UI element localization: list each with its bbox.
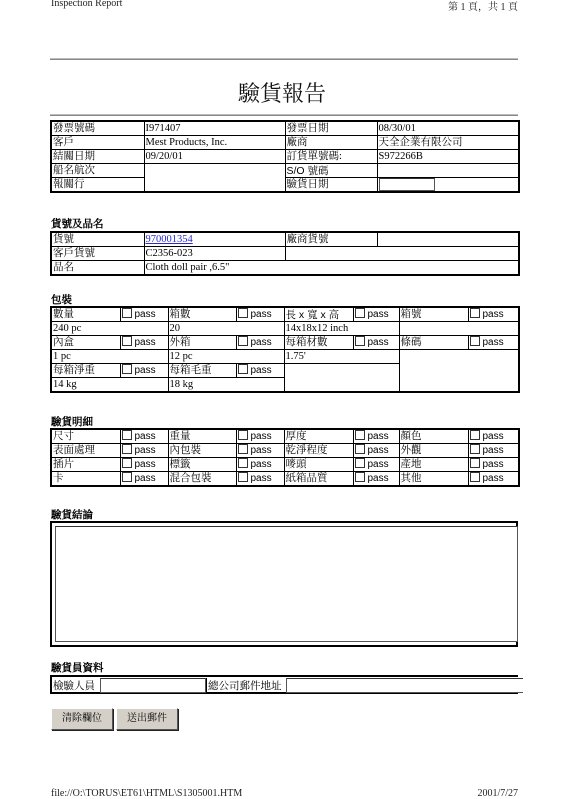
inner-pass-checkbox[interactable] — [122, 336, 132, 346]
net-weight-label: 每箱淨重 — [51, 364, 120, 378]
outer-value: 12 pc — [168, 350, 284, 364]
item-table — [50, 231, 520, 276]
pass-label: pass — [134, 473, 156, 484]
empty-cell — [399, 350, 519, 393]
detail-label: 厚度 — [284, 429, 353, 444]
dims-label: 長 x 寬 x 高 — [284, 307, 353, 322]
detail-pass-checkbox[interactable] — [470, 444, 480, 454]
send-mail-button[interactable]: 送出郵件 — [116, 708, 178, 730]
conclusion-textarea[interactable] — [55, 526, 518, 642]
inspector-row — [50, 675, 518, 694]
pass-label: pass — [482, 337, 504, 348]
clear-fields-button[interactable]: 清除欄位 — [51, 708, 113, 730]
item-no-link[interactable]: 970001354 — [145, 233, 193, 245]
section-title-conclusion: 驗貨結論 — [51, 509, 93, 521]
divider — [50, 114, 518, 116]
inspect-date-cell — [377, 178, 519, 193]
carton-count-label: 箱數 — [168, 307, 236, 322]
item-no-label: 貨號 — [51, 232, 144, 247]
detail-pass-checkbox[interactable] — [355, 472, 365, 482]
factory-label: 廠商 — [285, 136, 377, 150]
net-weight-pass-checkbox[interactable] — [122, 364, 132, 374]
empty-cell — [285, 247, 519, 261]
outer-label: 外箱 — [168, 336, 236, 350]
cuft-pass-checkbox[interactable] — [355, 336, 365, 346]
empty-cell — [284, 364, 399, 393]
section-title-packing: 包裝 — [51, 294, 72, 306]
pass-label: pass — [482, 445, 504, 456]
detail-label: 嘜頭 — [284, 458, 353, 472]
customer-value: Mest Products, Inc. — [144, 136, 285, 150]
detail-label: 內包裝 — [168, 444, 236, 458]
invoice-no-label: 發票號碼 — [51, 121, 144, 136]
hq-email-input[interactable] — [286, 678, 523, 693]
inner-value: 1 pc — [51, 350, 168, 364]
vessel-value — [144, 164, 285, 193]
detail-pass-checkbox[interactable] — [355, 430, 365, 440]
detail-label: 乾淨程度 — [284, 444, 353, 458]
page-footer-left: file://O:\TORUS\ET61\HTML\S1305001.HTM — [51, 788, 243, 799]
section-title-item: 貨號及品名 — [51, 218, 104, 230]
invoice-date-label: 發票日期 — [285, 121, 377, 136]
detail-pass-checkbox[interactable] — [470, 458, 480, 468]
pass-label: pass — [134, 459, 156, 470]
customer-label: 客戶 — [51, 136, 144, 150]
pass-label: pass — [367, 309, 389, 320]
dims-value: 14x18x12 inch — [284, 322, 399, 336]
so-label: S/O 號碼 — [285, 164, 377, 178]
invoice-date-value: 08/30/01 — [377, 121, 519, 136]
detail-pass-checkbox[interactable] — [470, 472, 480, 482]
section-title-details: 驗貨明細 — [51, 416, 93, 428]
pass-label: pass — [134, 337, 156, 348]
pass-label: pass — [250, 309, 272, 320]
dims-pass-checkbox[interactable] — [355, 308, 365, 318]
detail-label: 表面處理 — [51, 444, 120, 458]
detail-label: 紙箱品質 — [284, 472, 353, 487]
gross-weight-label: 每箱毛重 — [168, 364, 236, 378]
invoice-no-value: I971407 — [144, 121, 285, 136]
detail-pass-checkbox[interactable] — [355, 444, 365, 454]
item-name-value: Cloth doll pair ,6.5" — [144, 261, 519, 276]
detail-label: 外觀 — [399, 444, 468, 458]
detail-label: 重量 — [168, 429, 236, 444]
pass-label: pass — [482, 309, 504, 320]
page-footer-right: 2001/7/27 — [477, 788, 518, 799]
customer-item-label: 客戶貨號 — [51, 247, 144, 261]
detail-pass-checkbox[interactable] — [238, 430, 248, 440]
pass-label: pass — [250, 365, 272, 376]
detail-pass-checkbox[interactable] — [238, 472, 248, 482]
pass-label: pass — [250, 337, 272, 348]
carton-mark-pass-checkbox[interactable] — [470, 308, 480, 318]
factory-item-label: 廠商貨號 — [285, 232, 377, 247]
pass-label: pass — [250, 431, 272, 442]
detail-label: 其他 — [399, 472, 468, 487]
pass-label: pass — [367, 459, 389, 470]
detail-label: 顏色 — [399, 429, 468, 444]
detail-label: 標籤 — [168, 458, 236, 472]
detail-pass-checkbox[interactable] — [470, 430, 480, 440]
pass-label: pass — [482, 459, 504, 470]
vessel-label: 船名航次 — [51, 164, 144, 178]
qty-label: 數量 — [51, 307, 120, 322]
detail-label: 產地 — [399, 458, 468, 472]
details-table — [50, 428, 520, 487]
pass-label: pass — [482, 473, 504, 484]
cuft-label: 每箱材數 — [284, 336, 353, 350]
pass-label: pass — [367, 337, 389, 348]
gross-weight-pass-checkbox[interactable] — [238, 364, 248, 374]
detail-pass-checkbox[interactable] — [122, 444, 132, 454]
factory-value: 天全企業有限公司 — [377, 136, 519, 150]
qty-pass-checkbox[interactable] — [122, 308, 132, 318]
page-header-left: Inspection Report — [51, 0, 123, 9]
inspector-name-label: 檢驗人員 — [53, 681, 95, 692]
customer-item-value: C2356-023 — [144, 247, 285, 261]
item-name-label: 品名 — [51, 261, 144, 276]
pass-label: pass — [134, 309, 156, 320]
cuft-value: 1.75' — [284, 350, 399, 364]
po-label: 訂貨單號碼: — [285, 150, 377, 164]
detail-pass-checkbox[interactable] — [122, 430, 132, 440]
pass-label: pass — [367, 431, 389, 442]
section-title-inspector: 驗貨員資料 — [51, 662, 104, 674]
broker-label: 報關行 — [51, 178, 144, 193]
pass-label: pass — [367, 473, 389, 484]
inspect-date-label: 驗貨日期 — [285, 178, 377, 193]
pass-label: pass — [134, 431, 156, 442]
pass-label: pass — [134, 365, 156, 376]
carton-count-pass-checkbox[interactable] — [238, 308, 248, 318]
detail-pass-checkbox[interactable] — [238, 444, 248, 454]
customs-date-label: 結關日期 — [51, 150, 144, 164]
net-weight-value: 14 kg — [51, 378, 168, 393]
hq-email-label: 總公司郵件地址 — [206, 678, 282, 693]
pass-label: pass — [250, 473, 272, 484]
carton-mark-label: 箱號 — [399, 307, 468, 322]
po-value: S972266B — [377, 150, 519, 164]
gross-weight-value: 18 kg — [168, 378, 284, 393]
pass-label: pass — [482, 431, 504, 442]
pass-label: pass — [367, 445, 389, 456]
so-value — [377, 164, 519, 178]
page-header-right: 第 1 頁，共 1 頁 — [448, 2, 518, 13]
inspect-date-input[interactable] — [379, 178, 435, 191]
carton-count-value: 20 — [168, 322, 284, 336]
qty-value: 240 pc — [51, 322, 168, 336]
inner-label: 內盒 — [51, 336, 120, 350]
barcode-label: 條碼 — [399, 336, 468, 350]
packing-table — [50, 306, 520, 393]
barcode-pass-checkbox[interactable] — [470, 336, 480, 346]
outer-pass-checkbox[interactable] — [238, 336, 248, 346]
inspector-name-input[interactable] — [100, 678, 206, 693]
detail-label: 卡 — [51, 472, 120, 487]
customs-date-value: 09/20/01 — [144, 150, 285, 164]
detail-label: 尺寸 — [51, 429, 120, 444]
invoice-info-table — [50, 120, 520, 193]
pass-label: pass — [250, 459, 272, 470]
detail-pass-checkbox[interactable] — [122, 472, 132, 482]
page-title: 驗貨報告 — [238, 81, 327, 106]
detail-label: 插片 — [51, 458, 120, 472]
detail-pass-checkbox[interactable] — [122, 458, 132, 468]
detail-pass-checkbox[interactable] — [355, 458, 365, 468]
pass-label: pass — [134, 445, 156, 456]
detail-label: 混合包裝 — [168, 472, 236, 487]
carton-mark-value — [399, 322, 519, 336]
conclusion-box — [50, 521, 518, 647]
factory-item-value — [377, 232, 519, 247]
pass-label: pass — [250, 445, 272, 456]
detail-pass-checkbox[interactable] — [238, 458, 248, 468]
item-no-value — [144, 232, 285, 247]
divider — [50, 58, 518, 60]
